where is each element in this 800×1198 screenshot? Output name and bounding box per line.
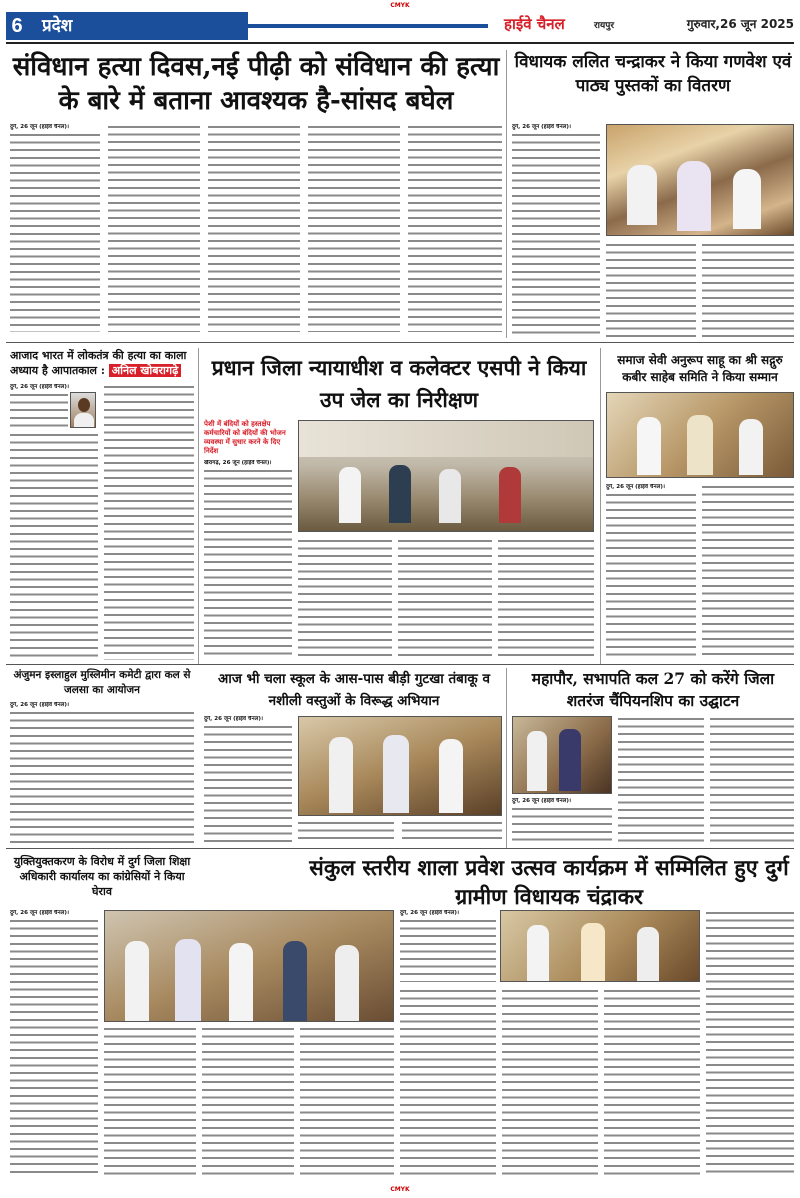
headline-highlight: अनिल खोबरागढ़े bbox=[109, 364, 182, 377]
text-block bbox=[618, 716, 704, 844]
article-dateline: दुर्ग, 26 जून (हाईवे चैनल)। bbox=[10, 124, 70, 130]
header-underline bbox=[6, 42, 794, 44]
text-block bbox=[512, 806, 612, 844]
column-divider bbox=[198, 348, 199, 664]
brand-name: हाईवे चैनल bbox=[504, 15, 565, 33]
text-block bbox=[300, 1026, 394, 1178]
headline-ganvesh: विधायक ललित चन्द्राकर ने किया गणवेश एवं पाठ्य पुस्तकों का वितरण bbox=[514, 52, 792, 96]
abhiyan-photo bbox=[298, 716, 502, 816]
article-dateline: दुर्ग, 26 जून (हाईवे चैनल)। bbox=[204, 716, 264, 722]
city-name: रायपुर bbox=[594, 21, 615, 31]
text-block bbox=[298, 820, 394, 844]
article-dateline: दुर्ग, 26 जून (हाईवे चैनल)। bbox=[10, 910, 70, 916]
text-block bbox=[308, 124, 400, 332]
headline-jail-inspection: प्रधान जिला न्यायाधीश व कलेक्टर एसपी ने किया उप जेल का निरीक्षण bbox=[211, 355, 587, 412]
section-divider bbox=[6, 342, 794, 343]
text-block bbox=[400, 988, 496, 1178]
page-header bbox=[6, 12, 794, 40]
headline-text: आजाद भारत में लोकतंत्र की हत्या का काला अध्याय है आपातकाल : bbox=[10, 349, 187, 377]
text-block bbox=[502, 988, 598, 1178]
article-kicker: पेशी में बंदियों को हस्तक्षेप कर्मचारियों को बंदियों की भोजन व्यवस्था में सुधार करने के दिए निर्देश bbox=[204, 420, 286, 455]
headline-shala-pravesh: संकुल स्तरीय शाला प्रवेश उत्सव कार्यक्रम में सम्मिलित हुए दुर्ग ग्रामीण विधायक चंद्राकर bbox=[309, 856, 789, 910]
text-block bbox=[408, 124, 502, 332]
article-samvidhan-body bbox=[10, 124, 502, 332]
text-block bbox=[208, 124, 300, 332]
text-block bbox=[702, 484, 794, 660]
article-dateline: दुर्ग, 26 जून (हाईवे चैनल)। bbox=[512, 124, 572, 130]
text-block bbox=[512, 132, 600, 338]
text-block bbox=[702, 242, 794, 338]
section-label: प्रदेश bbox=[28, 12, 248, 40]
headline-gherav: युक्तियुक्तकरण के विरोध में दुर्ग जिला शिक्षा अधिकारी कार्यालय का कांग्रेसियों ने किया घेराव bbox=[13, 855, 191, 898]
text-block bbox=[402, 820, 502, 844]
text-block bbox=[10, 392, 68, 428]
anil-khobragade-portrait bbox=[70, 392, 96, 428]
text-block bbox=[498, 538, 594, 660]
text-block bbox=[204, 468, 292, 660]
text-block bbox=[398, 538, 492, 660]
text-block bbox=[10, 710, 194, 844]
column-divider bbox=[600, 348, 601, 664]
headline-tambaku-abhiyan: आज भी चला स्कूल के आस-पास बीड़ी गुटखा तंबाकू व नशीली वस्तुओं के विरूद्ध अभियान bbox=[218, 671, 490, 709]
section-divider bbox=[6, 848, 794, 849]
samman-ceremony-photo bbox=[606, 392, 794, 478]
text-block bbox=[204, 724, 292, 844]
text-block bbox=[108, 124, 200, 332]
section-divider bbox=[198, 664, 794, 665]
headline-samvidhan: संविधान हत्या दिवस,नई पीढ़ी को संविधान की हत्या के बारे में बताना आवश्यक है-सांसद बघेल bbox=[12, 52, 500, 116]
gherav-photo bbox=[104, 910, 394, 1022]
article-dateline: दुर्ग, 26 जून (हाईवे चैनल)। bbox=[606, 484, 666, 490]
text-block bbox=[10, 432, 98, 660]
text-block bbox=[298, 538, 392, 660]
print-registration-top: CMYK bbox=[390, 2, 410, 9]
page-number: 6 bbox=[6, 12, 28, 40]
text-block bbox=[400, 918, 496, 982]
text-block bbox=[104, 384, 194, 660]
section-divider bbox=[6, 664, 198, 665]
header-rule bbox=[248, 24, 488, 28]
column-divider bbox=[506, 50, 507, 338]
shala-pravesh-photo bbox=[500, 910, 700, 982]
text-block bbox=[10, 132, 100, 332]
issue-date: गुरुवार,26 जून 2025 bbox=[686, 17, 794, 31]
column-divider bbox=[506, 668, 507, 848]
text-block bbox=[10, 918, 98, 1178]
headline-aapatkal bbox=[10, 348, 190, 378]
text-block bbox=[710, 716, 794, 844]
article-dateline: खैरागढ़, 26 जून (हाईवे चैनल)। bbox=[204, 460, 272, 466]
text-block bbox=[606, 242, 696, 338]
ganvesh-distribution-photo bbox=[606, 124, 794, 236]
article-dateline: दुर्ग, 26 जून (हाईवे चैनल)। bbox=[400, 910, 460, 916]
article-dateline: दुर्ग, 26 जून (हाईवे चैनल)। bbox=[512, 798, 572, 804]
article-dateline: दुर्ग, 26 जून (हाईवे चैनल)। bbox=[10, 702, 70, 708]
shatranj-photo bbox=[512, 716, 612, 794]
headline-samman: समाज सेवी अनुरूप साहू का श्री सद्गुरु कबीर साहेब समिति ने किया सम्मान bbox=[617, 353, 783, 384]
text-block bbox=[104, 1026, 196, 1178]
jail-inspection-photo bbox=[298, 420, 594, 532]
headline-anjuman: अंजुमन इस्लाहुल मुस्लिमीन कमेटी द्वारा कल से जलसा का आयोजन bbox=[13, 669, 191, 696]
text-block bbox=[606, 492, 696, 660]
text-block bbox=[706, 910, 794, 1178]
text-block bbox=[202, 1026, 294, 1178]
headline-shatranj: महापौर, सभापति कल 27 को करेंगे जिला शतरंज चैंपियनशिप का उद्घाटन bbox=[531, 669, 775, 710]
text-block bbox=[604, 988, 700, 1178]
article-dateline: दुर्ग, 26 जून (हाईवे चैनल)। bbox=[10, 384, 70, 390]
print-registration-bottom: CMYK bbox=[390, 1186, 410, 1193]
